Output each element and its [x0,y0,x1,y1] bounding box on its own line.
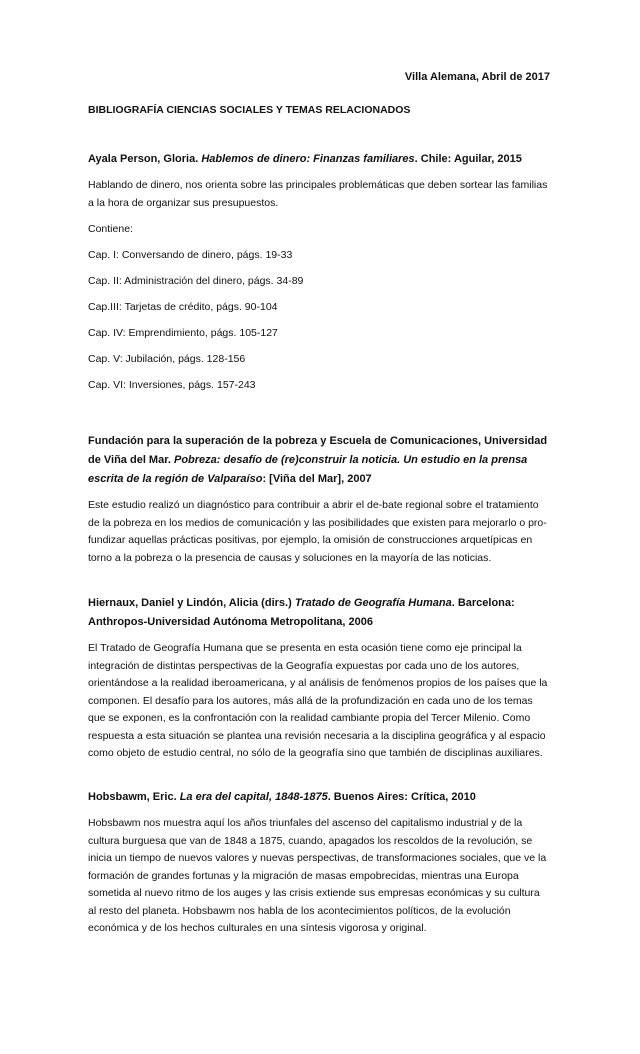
entry-description: El Tratado de Geografía Humana que se presenta en esta ocasión tiene como eje principal la integración de distintas perspectivas de la Geografía expuestas por cada uno de los autores, orientándose a la realidad iberoamericana, y al análisis de fenómenos propios de los países que la componen. El desafío para los autores, más allá de la profundización en cada uno de los temas que se exponen, es la confrontación con la realidad cambiante propia del Tercer Milenio. Como respuesta a esta situación se plantea una revisión necesaria a la disciplina geográfica y al espacio como objeto de estudio central, no sólo de la geografía sino que también de disciplinas auxiliares. [88,642,548,759]
citation-author: Fundación para la superación de la pobreza y Escuela de Comunicaciones, Universidad de Viña del Mar. [88,435,548,466]
citation-author: Hiernaux, Daniel y Lindón, Alicia (dirs.) [88,597,295,609]
entry-citation [88,432,550,489]
bibliography-entry [88,432,550,567]
entry-description: Este estudio realizó un diagnóstico para contribuir a abrir el de-bate regional sobre el tratamiento de la pobreza en los medios de comunicación y las posibilidades que existen para mejorarlo o pro-fundizar aquellas prácticas positivas, por ejemplo, la omisión de construcciones arquetípicas en torno a la pobreza o la presencia de causas y soluciones en la mayoría de las noticias. [88,499,547,564]
citation-title: La era del capital, 1848-1875 [179,791,328,803]
bibliography-entry [88,788,550,938]
chapter-item: Cap. V: Jubilación, págs. 128-156 [88,353,246,365]
chapter-item: Cap. IV: Emprendimiento, págs. 105-127 [88,327,278,339]
citation-publisher: . Barcelona: Anthropos-Universidad Autónoma Metropolitana, 2006 [88,597,515,628]
citation-author: Ayala Person, Gloria. [88,153,202,165]
citation-author: Hobsbawm, Eric. [88,791,180,803]
entry-citation [88,594,550,632]
chapter-item: Cap.III: Tarjetas de crédito, págs. 90-104 [88,301,278,313]
bibliography-entry [88,594,550,763]
document-date: Villa Alemana, Abril de 2017 [404,71,550,83]
chapter-item: Cap. I: Conversando de dinero, págs. 19-33 [88,249,293,261]
entry-citation [88,788,550,807]
entry-description: Hablando de dinero, nos orienta sobre las principales problemáticas que deben sortear las familias a la hora de organizar sus presupuestos. [88,179,548,209]
citation-publisher: : [Viña del Mar], 2007 [262,473,372,485]
chapter-item: Cap. II: Administración del dinero, págs. 34-89 [88,275,304,287]
contents-label: Contiene: [88,223,133,235]
entry-citation [88,150,550,169]
chapter-item: Cap. VI: Inversiones, págs. 157-243 [88,379,256,391]
bibliography-entry [88,150,550,403]
citation-publisher: . Chile: Aguilar, 2015 [414,153,522,165]
citation-publisher: . Buenos Aires: Crítica, 2010 [327,791,476,803]
citation-title: Tratado de Geografía Humana [294,597,452,609]
document-title: BIBLIOGRAFÍA CIENCIAS SOCIALES Y TEMAS RELACIONADOS [88,104,411,116]
citation-title: Hablemos de dinero: Finanzas familiares [201,153,415,165]
citation-title: Pobreza: desafío de (re)construir la noticia. Un estudio en la prensa escrita de la región de Valparaíso [88,454,528,485]
entry-description: Hobsbawm nos muestra aquí los años triunfales del ascenso del capitalismo industrial y de la cultura burguesa que van de 1848 a 1875, cuando, apagados los rescoldos de la revolución, se inicia un tiempo de nuevos valores y nuevas perspectivas, de transformaciones sociales, que ve la formación de grandes fortunas y la migración de masas empobrecidas, mientras una Europa sometida al nuevo ritmo de los auges y las crisis extiende sus empresas económicas y su cultura al resto del planeta. Hobsbawm nos habla de los acontecimientos políticos, de la evolución económica y de los hechos culturales en una síntesis vigorosa y original. [88,817,547,934]
